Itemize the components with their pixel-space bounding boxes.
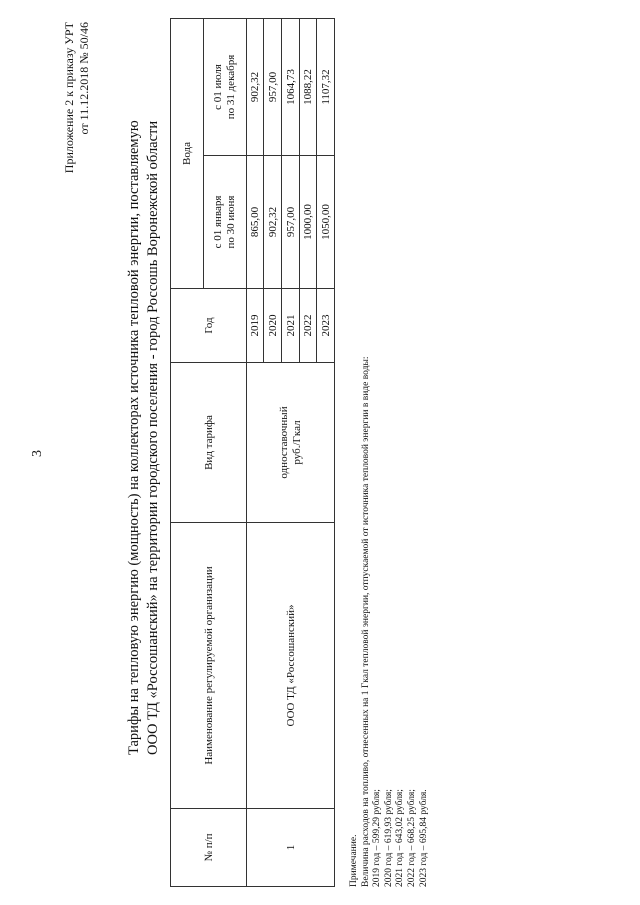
cell-first-half: 902,32: [264, 156, 282, 289]
header-first-half-line-2: по 30 июня: [225, 195, 237, 249]
cell-year: 2023: [317, 289, 335, 363]
note-item: 2019 год – 599,29 рубля;: [372, 789, 383, 887]
note-item: 2022 год – 668,25 рубля;: [406, 789, 417, 887]
header-second-half-line-1: с 01 июля: [212, 64, 224, 110]
header-first-half-line-1: с 01 января: [212, 195, 224, 249]
tariff-type-line-2: руб./Гкал: [290, 420, 303, 465]
header-num: № п/п: [171, 809, 247, 887]
title-line-1: Тарифы на тепловую энергию (мощность) на коллекторах источника тепловой энергии, поставляемую: [126, 120, 142, 755]
note-item: 2023 год – 695,84 рубля.: [418, 789, 429, 887]
document-title: [125, 120, 163, 755]
header-second-half: [204, 19, 247, 156]
note-item: 2021 год – 643,02 рубля;: [395, 789, 406, 887]
title-line-2: ООО ТД «Россошанский» на территории городского поселения - город Россошь Воронежской области: [145, 120, 161, 755]
header-org: Наименование регулируемой организации: [171, 523, 247, 809]
cell-year: 2021: [282, 289, 300, 363]
header-first-half: [204, 156, 247, 289]
note-heading: Примечание.: [349, 834, 359, 887]
cell-num: 1: [247, 809, 335, 887]
cell-second-half: 1088,22: [300, 19, 317, 156]
appendix-reference: [62, 22, 92, 173]
cell-second-half: 1064,73: [282, 19, 300, 156]
cell-year: 2019: [247, 289, 264, 363]
page-number: 3: [30, 450, 45, 457]
header-water: Вода: [171, 19, 204, 289]
cell-tariff-type: [247, 363, 335, 523]
cell-second-half: 902,32: [247, 19, 264, 156]
note-text: Величина расходов на топливо, отнесенных на 1 Гкал тепловой энергии, отпускаемой от источника тепловой энергии в виде воды:: [360, 356, 371, 887]
note-block: [349, 357, 430, 888]
cell-org-name: ООО ТД «Россошанский»: [247, 523, 335, 809]
cell-first-half: 865,00: [247, 156, 264, 289]
tariff-table: [170, 18, 335, 887]
header-tariff-type: Вид тарифа: [171, 363, 247, 523]
header-year: Год: [171, 289, 247, 363]
tariff-type-line-1: одноставочный: [277, 406, 290, 479]
cell-first-half: 1000,00: [300, 156, 317, 289]
cell-first-half: 957,00: [282, 156, 300, 289]
header-second-half-line-2: по 31 декабря: [225, 54, 237, 120]
cell-second-half: 1107,32: [317, 19, 335, 156]
cell-second-half: 957,00: [264, 19, 282, 156]
cell-year: 2022: [300, 289, 317, 363]
cell-year: 2020: [264, 289, 282, 363]
appendix-line-2: от 11.12.2018 № 50/46: [77, 22, 91, 135]
appendix-line-1: Приложение 2 к приказу УРТ: [62, 22, 76, 174]
cell-first-half: 1050,00: [317, 156, 335, 289]
note-item: 2020 год – 619,93 рубля;: [383, 789, 394, 887]
